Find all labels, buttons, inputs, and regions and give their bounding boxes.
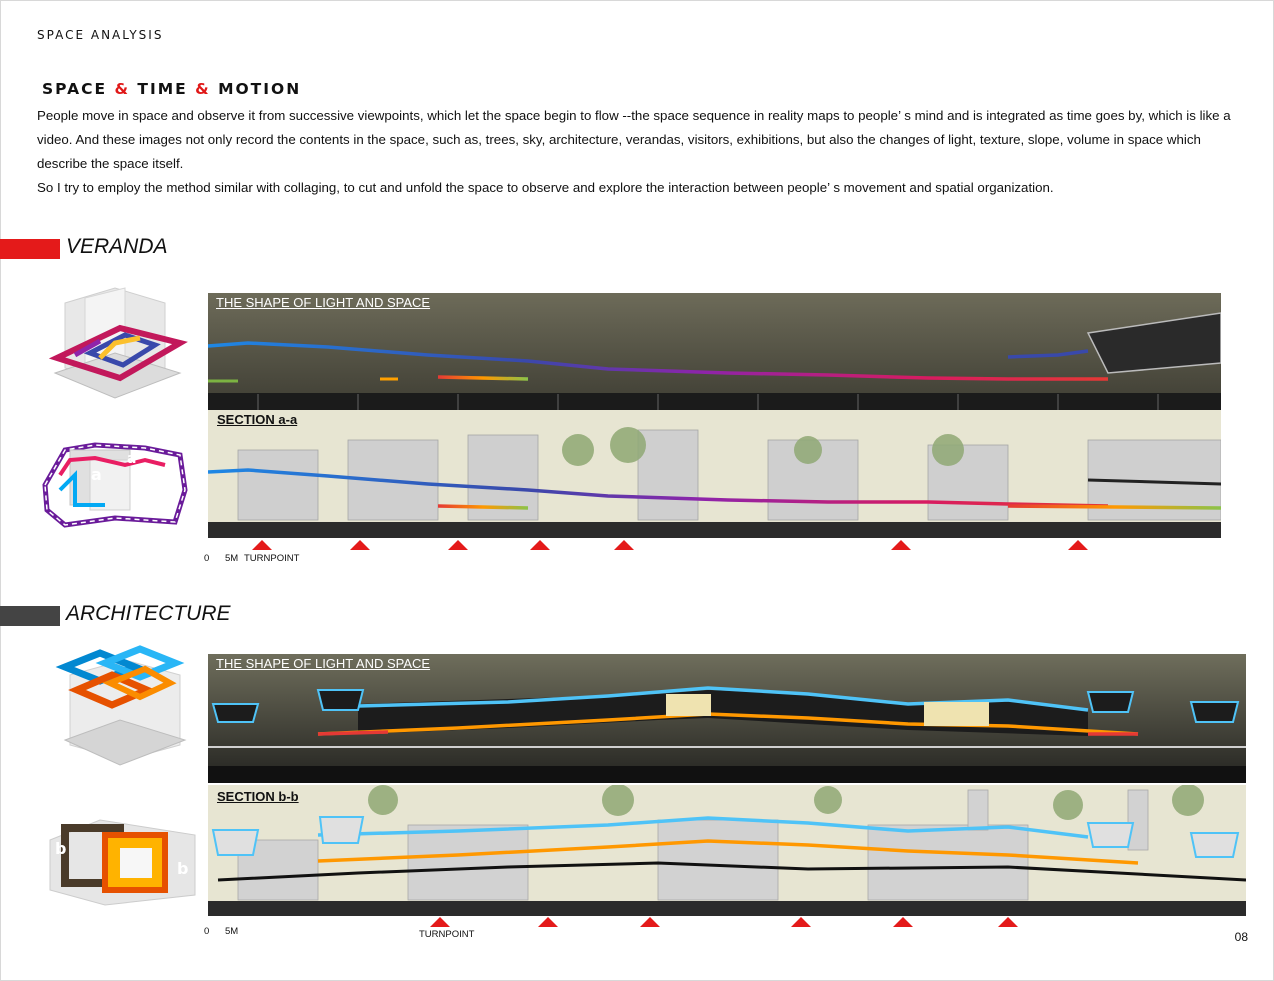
title-ampersand: & [195, 80, 211, 98]
veranda-axonometric-diagram [45, 283, 190, 413]
veranda-plan-diagram [35, 430, 195, 530]
veranda-turnpoint-row [208, 538, 1221, 558]
architecture-section-bar [0, 606, 60, 626]
page-number: 08 [1234, 930, 1248, 944]
architecture-axonometric-diagram [55, 645, 195, 775]
architecture-section-label: SECTION b-b [217, 789, 299, 804]
turnpoint-marker [893, 917, 913, 927]
section-a-marker: a [127, 451, 137, 467]
veranda-light-space-label: THE SHAPE OF LIGHT AND SPACE [216, 295, 431, 310]
turnpoint-marker [614, 540, 634, 550]
turnpoint-marker [640, 917, 660, 927]
turnpoint-marker [448, 540, 468, 550]
title-part-time: TIME [130, 80, 196, 98]
page-header: SPACE ANALYSIS [37, 28, 164, 42]
turnpoint-marker [538, 917, 558, 927]
veranda-section-strip [208, 410, 1221, 538]
architecture-scale-5m: 5M [225, 926, 239, 937]
turnpoint-marker [891, 540, 911, 550]
architecture-scale-zero: 0 [204, 926, 210, 937]
intro-paragraph: So I try to employ the method similar with collaging, to cut and unfold the space to observe and explore the interaction between people’ s movement and spatial organization. [37, 180, 1054, 195]
veranda-section-title: VERANDA [66, 235, 168, 258]
turnpoint-marker [252, 540, 272, 550]
veranda-turnpoint-label: TURNPOINT [244, 553, 300, 564]
turnpoint-marker [430, 917, 450, 927]
page-title [42, 80, 301, 98]
veranda-scale-zero: 0 [204, 553, 210, 564]
section-b-marker: b [177, 859, 189, 878]
title-part-motion: MOTION [210, 80, 302, 98]
turnpoint-marker [530, 540, 550, 550]
turnpoint-marker [791, 917, 811, 927]
turnpoint-marker [350, 540, 370, 550]
section-b-marker: b [55, 839, 67, 858]
intro-paragraph: People move in space and observe it from successive viewpoints, which let the space begin to flow --the space sequence in reality maps to people’ s mind and is integrated as time goes by, which is like a video. And these images not only record the contents in the space, such as, trees, sky, architecture, verandas, visitors, exhibitions, but also the changes of light, texture, slope, volume in space which describe the space itself. [37, 108, 1231, 171]
architecture-light-space-strip [208, 654, 1246, 783]
turnpoint-marker [998, 917, 1018, 927]
title-part-space: SPACE [42, 80, 115, 98]
architecture-light-space-label: THE SHAPE OF LIGHT AND SPACE [216, 656, 431, 671]
architecture-section-title: ARCHITECTURE [66, 602, 231, 625]
section-a-marker: a [91, 465, 102, 484]
intro-text [37, 104, 1237, 200]
veranda-light-space-strip [208, 293, 1221, 410]
architecture-section-strip [208, 785, 1246, 916]
turnpoint-marker [1068, 540, 1088, 550]
architecture-plan-diagram [45, 810, 205, 910]
veranda-scale-5m: 5M [225, 553, 239, 564]
architecture-turnpoint-row [208, 916, 1246, 934]
title-ampersand: & [114, 80, 130, 98]
veranda-section-label: SECTION a-a [217, 412, 298, 427]
veranda-section-bar [0, 239, 60, 259]
architecture-turnpoint-label: TURNPOINT [419, 929, 475, 940]
